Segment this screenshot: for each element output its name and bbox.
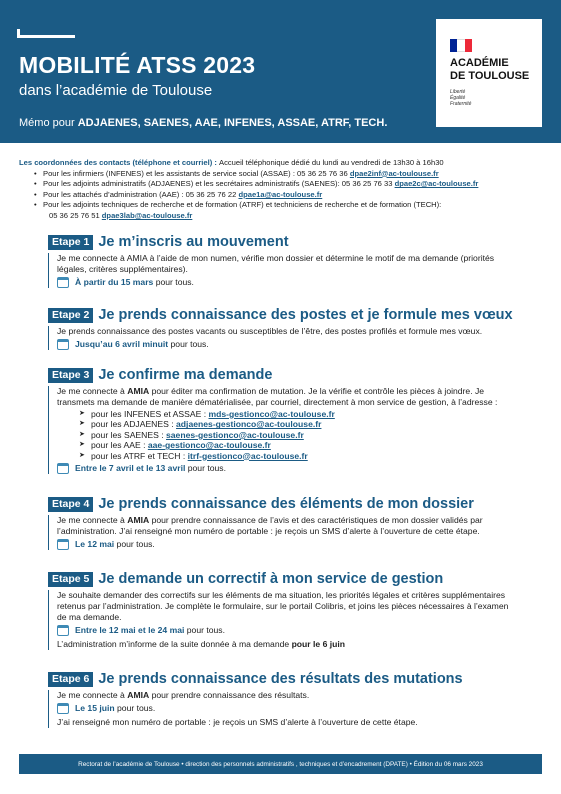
step-body: Je me connecte à AMIA pour prendre connaissance de l’avis et des caractéristiques de mon dossier validés par l’administration. J’ai renseigné mon numéro de portable : je reçois un SMS d’alerte à l’ouverture de cette étape. Le 12 mai pour tous.: [48, 515, 518, 550]
decorative-bracket: [17, 29, 75, 38]
academie-logo: [436, 19, 542, 127]
contact-email-link[interactable]: dpae1a@ac-toulouse.fr: [238, 189, 323, 199]
memo-line: [19, 117, 387, 129]
step-badge: Etape 5: [48, 572, 93, 587]
marianne-flag-icon: [450, 39, 472, 52]
step-6: [48, 671, 518, 729]
page-title: MOBILITÉ ATSS 2023: [19, 52, 256, 78]
step-1: [48, 234, 518, 288]
step-body: Je me connecte à AMIA pour éditer ma confirmation de mutation. Je la vérifie et contrôle les pièces à joindre. Je transmets ma demande de manière dématérialisée, par courriel, directement à mon service de gestion, à l’adresse : ➤ pour les INFENES et ASSAE : mds-gestionco@ac-toulouse.fr ➤ pour les ADJAENES : adjaenes-gestionco@ac-toulouse.fr ➤ pour les SAENES : saenes-gestionco@ac-toulouse.fr ➤ pour les AAE : aae-gestionco@ac-toulouse.fr ➤ pour les ATRF et TECH : itrf-gestionco@ac-toulouse.fr Entre le 7 avril et le 13 avril pour tous.: [48, 386, 518, 474]
contact-item: • Pour les attachés d’administration (AAE) : 05 36 25 76 22 dpae1a@ac-toulouse.fr: [19, 190, 549, 201]
contact-item-continued: 05 36 25 76 51 dpae3lab@ac-toulouse.fr: [49, 210, 193, 220]
logo-name: ACADÉMIE DE TOULOUSE: [450, 57, 530, 82]
step-4: [48, 496, 518, 550]
date-line: Jusqu’au 6 avril minuit pour tous.: [57, 339, 518, 350]
step-2: [48, 307, 518, 350]
step-title: Je confirme ma demande: [98, 367, 273, 383]
list-item: ➤ pour les ADJAENES : adjaenes-gestionco@ac-toulouse.fr: [79, 419, 518, 429]
list-item: ➤ pour les AAE : aae-gestionco@ac-toulouse.fr: [79, 440, 518, 450]
calendar-icon: [57, 339, 69, 350]
step-badge: Etape 3: [48, 368, 93, 383]
date-line: Le 15 juin pour tous.: [57, 703, 518, 714]
memo-list: ADJAENES, SAENES, AAE, INFENES, ASSAE, ATRF, TECH.: [77, 117, 388, 129]
step-title: Je prends connaissance des résultats des mutations: [98, 671, 463, 687]
contact-item: • Pour les infirmiers (INFENES) et les assistants de service social (ASSAE) : 05 36 25 76 36 dpae2inf@ac-toulouse.fr: [19, 169, 549, 180]
step-body: Je prends connaissance des postes vacants ou susceptibles de l’être, des postes profilés et formule mes vœux. Jusqu’au 6 avril minuit pour tous.: [48, 326, 518, 350]
step-badge: Etape 2: [48, 308, 93, 323]
calendar-icon: [57, 463, 69, 474]
email-link[interactable]: aae-gestionco@ac-toulouse.fr: [147, 440, 271, 451]
contact-item: • Pour les adjoints techniques de recherche et de formation (ATRF) et techniciens de recherche et de formation (TECH):: [19, 200, 549, 211]
email-link[interactable]: itrf-gestionco@ac-toulouse.fr: [187, 450, 308, 461]
email-link[interactable]: mds-gestionco@ac-toulouse.fr: [208, 409, 335, 419]
step-badge: Etape 1: [48, 235, 93, 250]
date-line: Entre le 12 mai et le 24 mai pour tous.: [57, 625, 518, 636]
list-item: ➤ pour les ATRF et TECH : itrf-gestionco@ac-toulouse.fr: [79, 451, 518, 461]
step-body: Je souhaite demander des correctifs sur les éléments de ma situation, les priorités légales et critères supplémentaires retenus par l’administration. Je complète le formulaire, sur le portail Colibris, et joins les pièces nécessaires à l’examen de ma demande. Entre le 12 mai et le 24 mai pour tous. L’administration m’informe de la suite donnée à ma demande pour le 6 juin: [48, 590, 518, 650]
list-item: ➤ pour les INFENES et ASSAE : mds-gestionco@ac-toulouse.fr: [79, 409, 518, 419]
step-title: Je prends connaissance des éléments de mon dossier: [98, 496, 474, 512]
list-item: ➤ pour les SAENES : saenes-gestionco@ac-toulouse.fr: [79, 430, 518, 440]
date-line: Entre le 7 avril et le 13 avril pour tous.: [57, 463, 518, 474]
calendar-icon: [57, 277, 69, 288]
step-5: [48, 571, 518, 651]
logo-motto: Liberté Égalité Fraternité: [450, 89, 472, 107]
calendar-icon: [57, 703, 69, 714]
contacts-header: Les coordonnées des contacts (téléphone et courriel) : Accueil téléphonique dédié du lundi au vendredi de 13h30 à 16h30: [19, 158, 444, 167]
date-line: À partir du 15 mars pour tous.: [57, 277, 518, 288]
email-list: [57, 409, 518, 461]
calendar-icon: [57, 625, 69, 636]
step-title: Je prends connaissance des postes et je formule mes vœux: [98, 307, 513, 323]
step-body: Je me connecte à AMIA pour prendre connaissance des résultats. Le 15 juin pour tous. J’ai renseigné mon numéro de portable : je reçois un SMS d’alerte à l’ouverture de cette étape.: [48, 690, 518, 728]
header-banner: [0, 0, 561, 143]
step-title: Je demande un correctif à mon service de gestion: [98, 571, 444, 587]
email-link[interactable]: adjaenes-gestionco@ac-toulouse.fr: [176, 419, 322, 430]
step-badge: Etape 6: [48, 672, 93, 687]
contact-email-link[interactable]: dpae2c@ac-toulouse.fr: [394, 179, 479, 189]
memo-prefix: Mémo pour: [19, 117, 78, 129]
contact-item: • Pour les adjoints administratifs (ADJAENES) et les secrétaires administratifs (SAENES): 05 36 25 76 33 dpae2c@ac-toulouse.fr: [19, 179, 549, 190]
step-title: Je m’inscris au mouvement: [98, 234, 289, 250]
contact-email-link[interactable]: dpae2inf@ac-toulouse.fr: [349, 168, 439, 178]
date-line: Le 12 mai pour tous.: [57, 539, 518, 550]
contacts-section: [19, 158, 549, 222]
step-3: [48, 367, 518, 474]
page-subtitle: dans l’académie de Toulouse: [19, 82, 213, 99]
step-body: Je me connecte à AMIA à l’aide de mon numen, vérifie mon dossier et détermine le motif de ma demande (priorités légales, critères supplémentaires). À partir du 15 mars pour tous.: [48, 253, 518, 288]
contact-email-link[interactable]: dpae3lab@ac-toulouse.fr: [101, 210, 193, 220]
footer: Rectorat de l’académie de Toulouse • direction des personnels administratifs , techniques et d’encadrement (DPATE) • Édition du 06 mars 2023: [19, 754, 542, 774]
step-badge: Etape 4: [48, 497, 93, 512]
calendar-icon: [57, 539, 69, 550]
email-link[interactable]: saenes-gestionco@ac-toulouse.fr: [166, 429, 304, 440]
